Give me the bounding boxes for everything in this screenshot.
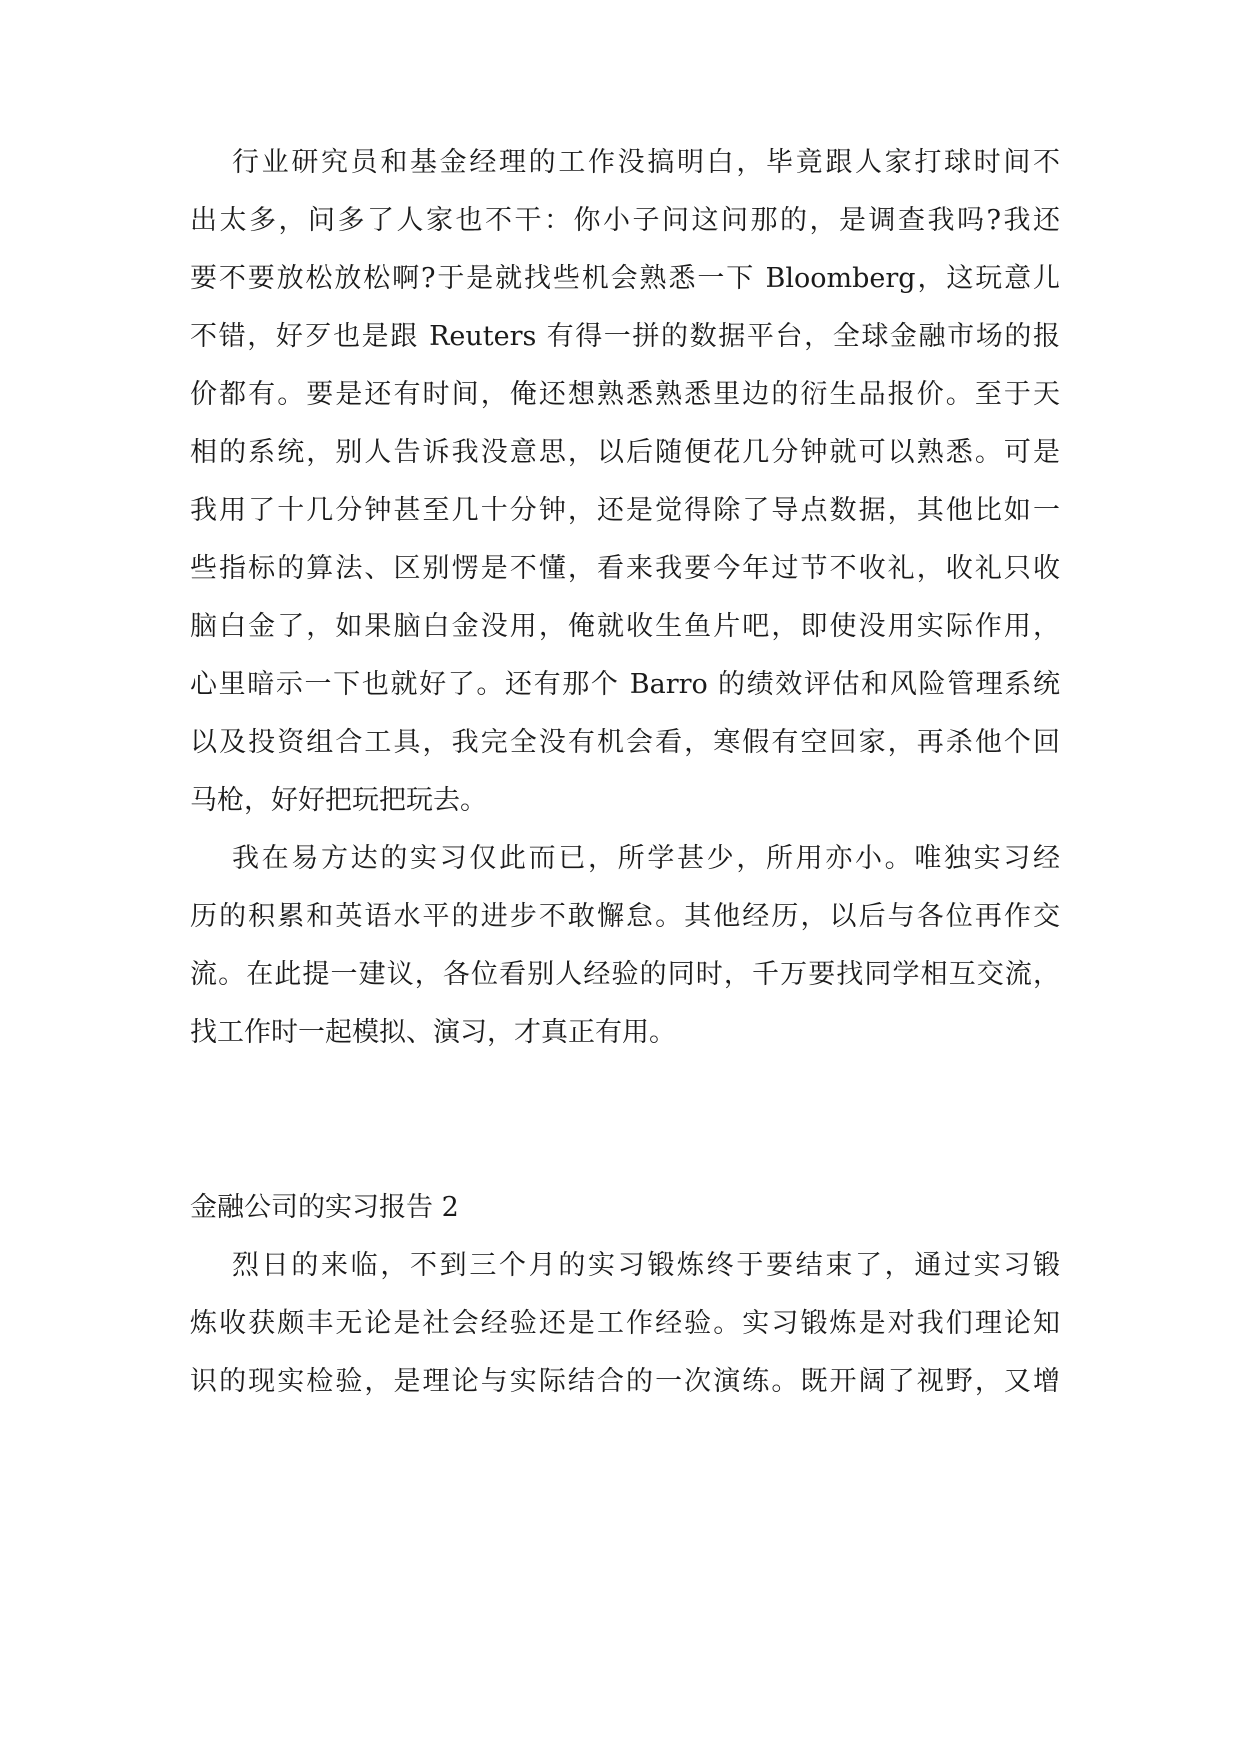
paragraph-3-line-2: 炼收获颇丰无论是社会经验还是工作经验。实习锻炼是对我们理论知 xyxy=(190,1308,1060,1339)
paragraph-2-line-4: 找工作时一起模拟、演习，才真正有用。 xyxy=(190,1017,676,1048)
paragraph-3-line-3: 识的现实检验，是理论与实际结合的一次演练。既开阔了视野，又增 xyxy=(190,1366,1060,1397)
paragraph-1-line-1: 行业研究员和基金经理的工作没搞明白，毕竟跟人家打球时间不 xyxy=(232,147,1060,178)
paragraph-1-line-2: 出太多，问多了人家也不干：你小子问这问那的，是调查我吗?我还 xyxy=(190,205,1060,236)
paragraph-1-line-12: 马枪，好好把玩把玩去。 xyxy=(190,785,487,816)
paragraph-1-line-11: 以及投资组合工具，我完全没有机会看，寒假有空回家，再杀他个回 xyxy=(190,727,1060,758)
paragraph-1-line-7: 我用了十几分钟甚至几十分钟，还是觉得除了导点数据，其他比如一 xyxy=(190,495,1060,526)
paragraph-1-line-3: 要不要放松放松啊?于是就找些机会熟悉一下 Bloomberg，这玩意儿 xyxy=(190,263,1060,294)
paragraph-1-line-8: 些指标的算法、区别愣是不懂，看来我要今年过节不收礼，收礼只收 xyxy=(190,553,1060,584)
paragraph-3-line-1: 烈日的来临，不到三个月的实习锻炼终于要结束了，通过实习锻 xyxy=(232,1250,1060,1281)
paragraph-1-line-5: 价都有。要是还有时间，俺还想熟悉熟悉里边的衍生品报价。至于天 xyxy=(190,379,1060,410)
paragraph-2-line-1: 我在易方达的实习仅此而已，所学甚少，所用亦小。唯独实习经 xyxy=(232,843,1060,874)
paragraph-2-line-3: 流。在此提一建议，各位看别人经验的同时，千万要找同学相互交流， xyxy=(190,959,1060,990)
paragraph-1-line-4: 不错，好歹也是跟 Reuters 有得一拼的数据平台，全球金融市场的报 xyxy=(190,321,1060,352)
section-title: 金融公司的实习报告 2 xyxy=(190,1192,459,1223)
paragraph-1-line-9: 脑白金了，如果脑白金没用，俺就收生鱼片吧，即使没用实际作用， xyxy=(190,611,1060,642)
paragraph-1-line-10: 心里暗示一下也就好了。还有那个 Barro 的绩效评估和风险管理系统 xyxy=(190,669,1060,700)
paragraph-2-line-2: 历的积累和英语水平的进步不敢懈怠。其他经历，以后与各位再作交 xyxy=(190,901,1060,932)
paragraph-1-line-6: 相的系统，别人告诉我没意思，以后随便花几分钟就可以熟悉。可是 xyxy=(190,437,1060,468)
